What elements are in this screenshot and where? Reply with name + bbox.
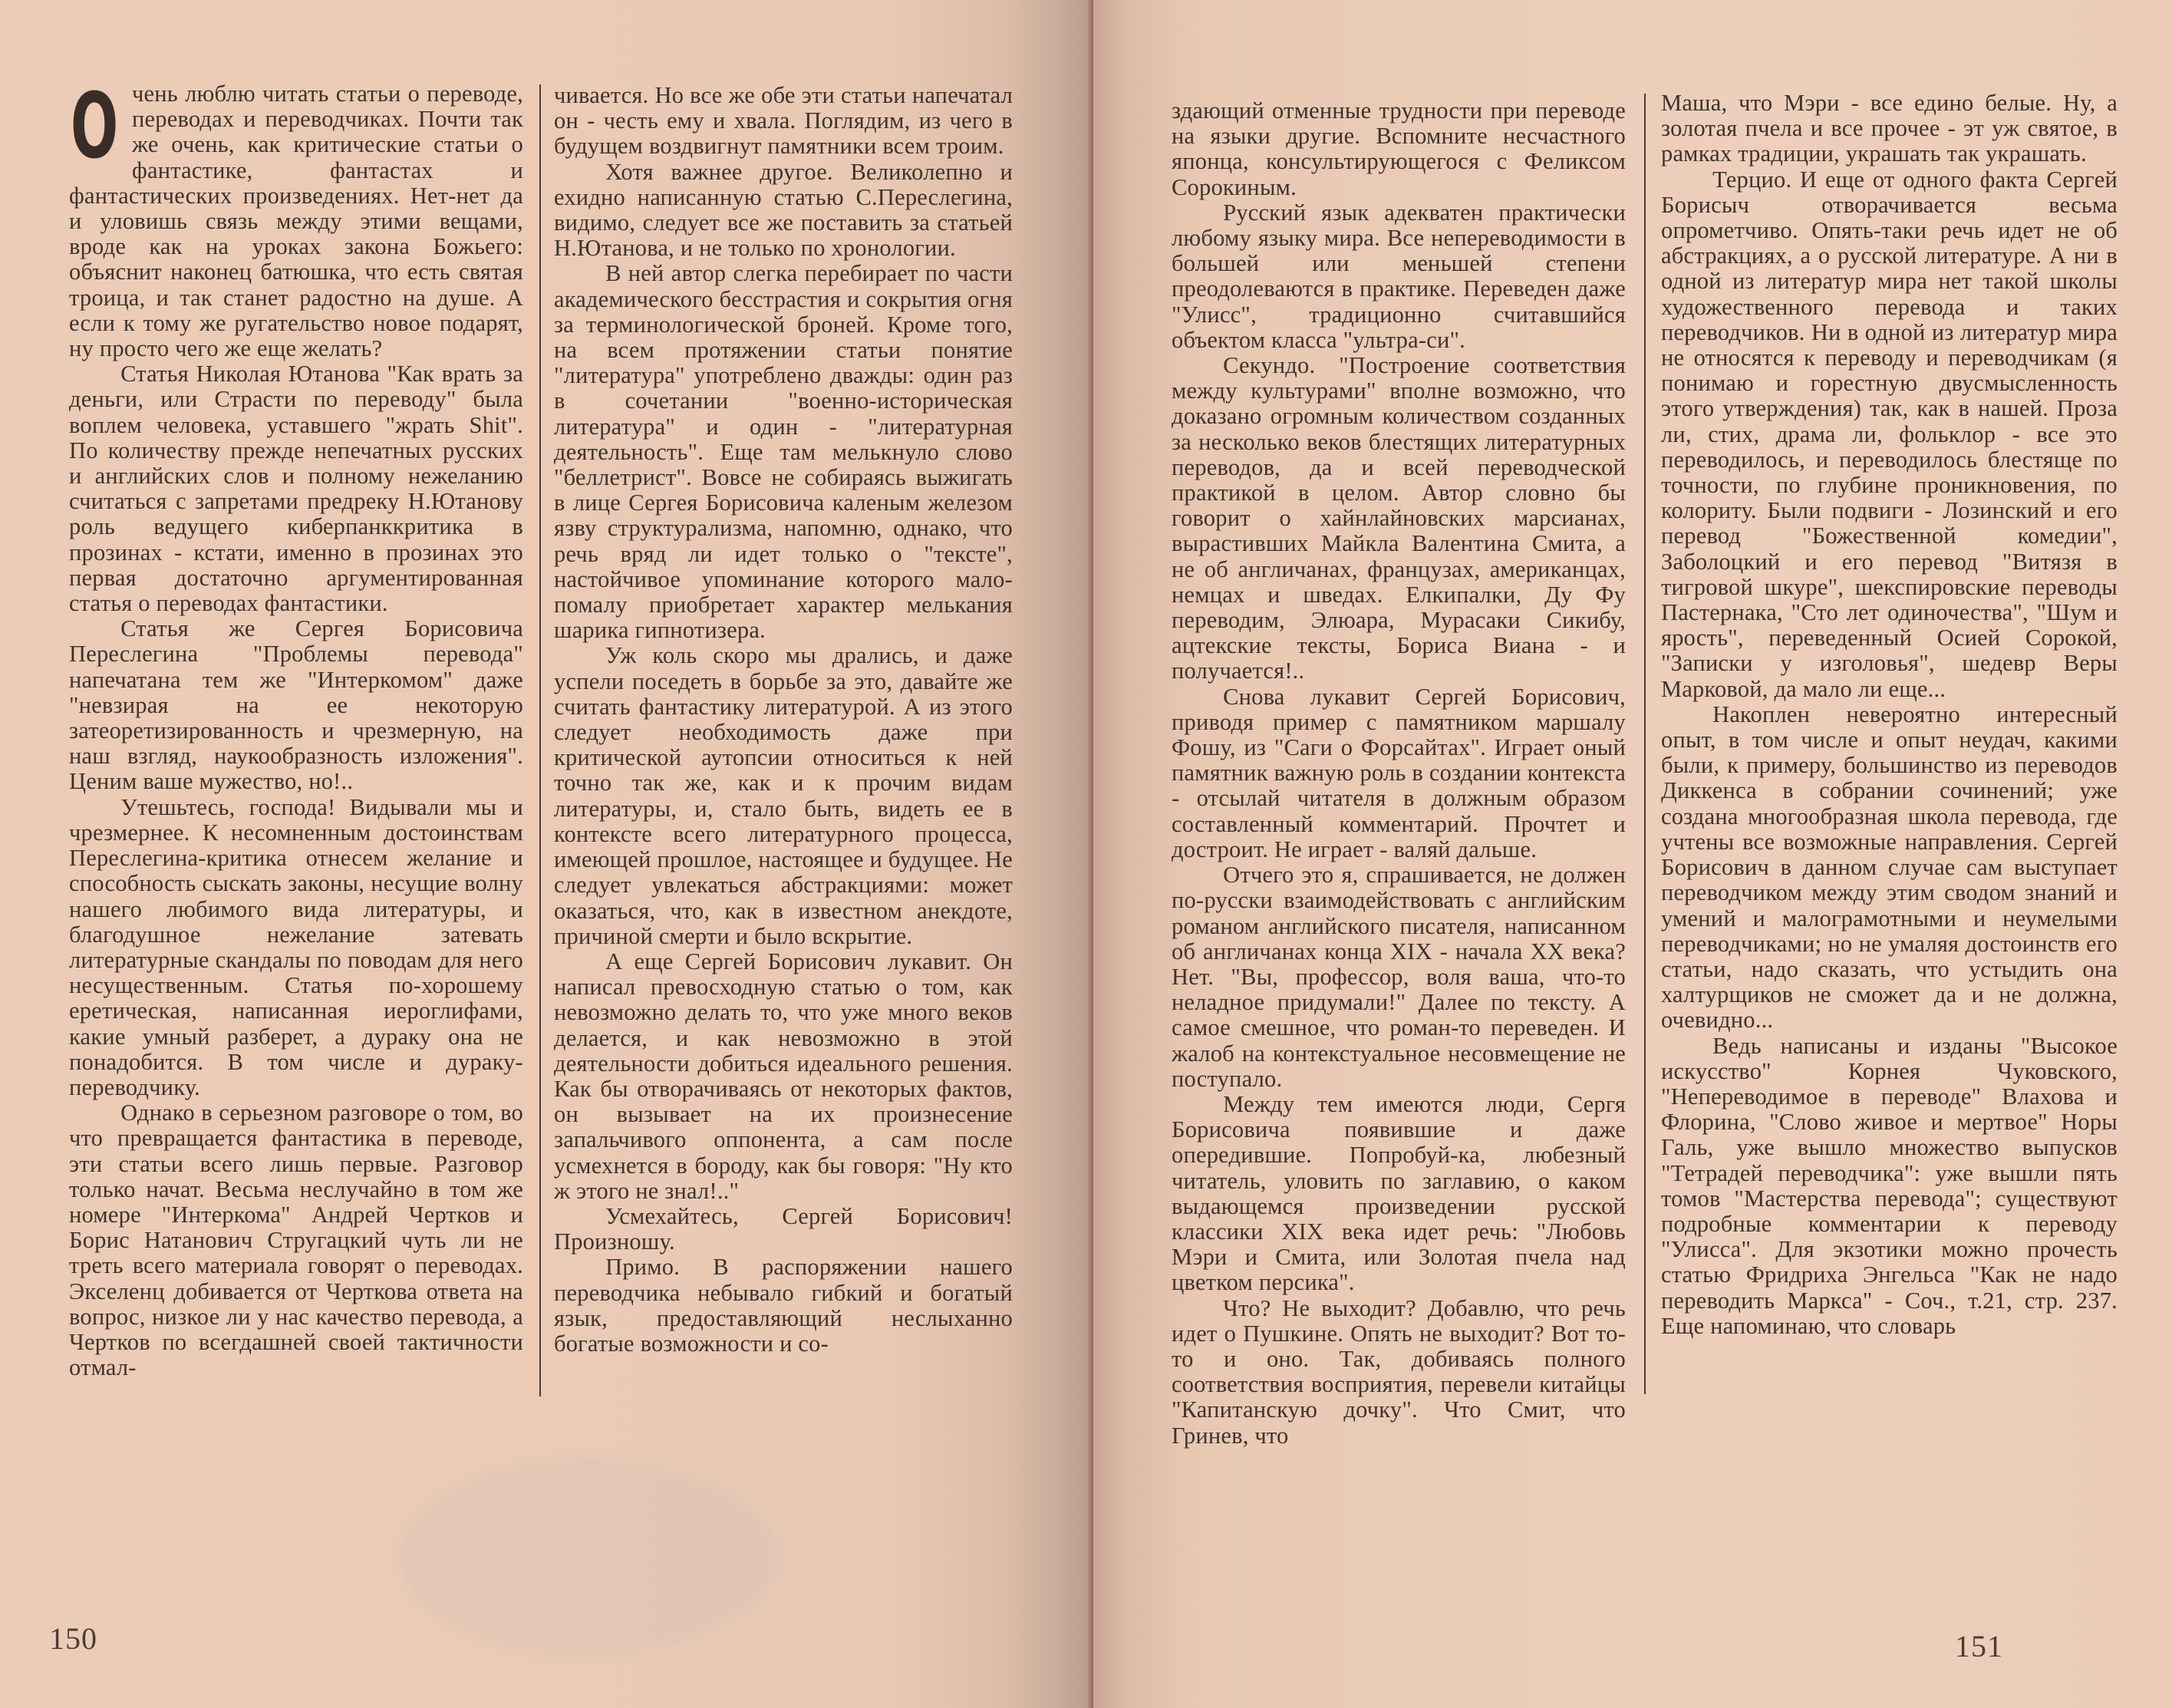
left-page-column-1 [69,73,523,1381]
page-number-left: 150 [49,1621,97,1656]
paragraph: Примо. В распоряжении нашего переводчика небывало гибкий и богатый язык, предоставляющий неслыханно богатые возможности и со- [554,1254,1013,1357]
paragraph: чивается. Но все же обе эти статьи напечатал он - честь ему и хвала. Поглядим, из чего в будущем воздвигнут памятники всем троим. [554,82,1013,160]
paragraph: здающий отменные трудности при переводе на языки другие. Вспомните несчастного японца, консультирующегося с Феликсом Сорокиным. [1172,97,1626,200]
column-divider [1644,94,1646,1394]
paragraph: Статья же Сергея Борисовича Переслегина "Проблемы перевода" напечатана тем же "Интеркомом" даже "невзирая на ее некоторую затеоретизированность и чрезмерную, на наш взгляд, наукообразность изложения". Ценим ваше мужество, но!.. [69,615,523,795]
paragraph: Между тем имеются люди, Сергя Борисовича появившие и даже опередившие. Попробуй-ка, любезный читатель, уловить по заглавию, о каком выдающемся произведении русской классики XIX века идет речь: "Любовь Мэри и Смита, или Золотая пчела над цветком персика". [1172,1090,1626,1296]
show-through-stain [399,1458,783,1657]
paragraph: Статья Николая Ютанова "Как врать за деньги, или Страсти по переводу" была воплем человека, уставшего "жрать Shit". По количеству прежде непечатных русских и английских слов и полному нежеланию считаться с запретами предреку Н.Ютанову роль ведущего киберпанккритика в прозинах - кстати, именно в прозинах это первая достаточно аргументированная статья о переводах фантастики. [69,361,523,617]
paragraph-text: чень люблю читать статьи о переводе, переводах и переводчиках. Почти так же очень, как критические статьи о фантастике, фантастах и фантастических произведениях. Нет-нет да и уловишь связь между этими вещами, вроде как на уроках закона Божьего: объяснит наконец батюшка, что есть святая троица, и так станет радостно на душе. А если к тому же ругательство новое подарят, ну просто чего же еще желать? [69,81,523,362]
paragraph: Секундо. "Построение соответствия между культурами" вполне возможно, что доказано огромным количеством созданных за несколько веков блестящих литературных переводов, да и всей переводческой практикой в целом. Автор словно бы говорит о хайнлайновских марсианах, вырастивших Майкла Валентина Смита, а не об англичанах, французах, американцах, немцах и шведах. Елкипалки, Ду Фу переводим, Элюара, Мурасаки Сикибу, ацтекские тексты, Бориса Виана - и получается!.. [1172,352,1626,684]
right-page [1093,0,2172,1708]
left-page-column-2 [554,83,1013,1357]
column-divider [539,84,541,1396]
paragraph: Что? Не выходит? Добавлю, что речь идет о Пушкине. Опять не выходит? Вот то-то и оно. Так, добиваясь полного соответствия восприятия, перевели китайцы "Капитанскую дочку". Что Смит, что Гринев, что [1172,1294,1626,1449]
paragraph: Маша, что Мэри - все едино белые. Ну, а золотая пчела и все прочее - эт уж святое, в рамках традиции, украшать так украшать. [1661,90,2118,167]
paragraph: Ведь написаны и изданы "Высокое искусство" Корнея Чуковского, "Непереводимое в переводе" Влахова и Флорина, "Слово живое и мертвое" Норы Галь, уже вышло множество выпусков "Тетрадей переводчика": уже вышли пять томов "Мастерства перевода"; существуют подробные комментарии к переводу "Улисса". Для экзотики можно прочесть статью Фридриха Энгельса "Как не надо переводить Маркса" - Соч., т.21, стр. 237. Еще напоминаю, что словарь [1661,1032,2118,1339]
right-page-column-1 [1172,98,1626,1449]
page-number-right: 151 [1955,1629,2003,1663]
paragraph: Хотя важнее другое. Великолепно и ехидно написанную статью С.Переслегина, видимо, следует все же поставить за статьей Н.Ютанова, и не только по хронологии. [554,158,1013,262]
paragraph: А еще Сергей Борисович лукавит. Он написал превосходную статью о том, как невозможно делать то, что уже много веков делается, и как невозможно в этой деятельности добиться идеального решения. Как бы отворачиваясь от некоторых фактов, он вызывает на их произнесение запальчивого оппонента, а сам после усмехнется в бороду, как бы говоря: "Ну кто ж этого не знал!.." [554,948,1013,1204]
paragraph: Снова лукавит Сергей Борисович, приводя пример с памятником маршалу Фошу, из "Саги о Форсайтах". Играет оный памятник важную роль в создании контекста - отсылай читателя в должным образом составленный комментарий. Прочтет и достроит. Не играет - валяй дальше. [1172,683,1626,862]
right-page-column-2 [1661,91,2118,1339]
paragraph: Терцио. И еще от одного факта Сергей Борисыч отворачивается весьма опрометчиво. Опять-таки речь идет не об абстракциях, а о русской литературе. А ни в одной из литератур мира нет такой школы художественного перевода и таких переводчиков. Ни в одной из литератур мира не относятся к переводу и переводчикам (я понимаю и горестную двусмысленность этого утверждения) так, как в нашей. Проза ли, стих, драма ли, фольклор - все это переводилось, и переводилось блестяще по точности, по глубине проникновения, по колориту. Были подвиги - Лозинский и его перевод "Божественной комедии", Заболоцкий и его перевод "Витязя в тигровой шкуре", шекспировские переводы Пастернака, "Сто лет одиночества", "Шум и ярость", переведенный Осией Сорокой, "Записки у изголовья", шедевр Веры Марковой, да мало ли еще... [1661,166,2118,702]
paragraph: В ней автор слегка перебирает по части академического бесстрастия и сокрытия огня за терминологической броней. Кроме того, на всем протяжении статьи понятие "литература" употреблено дважды: один раз в сочетании "военно-историческая литература" и один - "литературная деятельность". Еще там мелькнуло слово "беллетрист". Вовсе не собираясь выжигать в лице Сергея Борисовича каленым железом язву структурализма, напомню, однако, что речь вряд ли идет только о "тексте", настойчивое упоминание которого мало-помалу приобретает характер мелькания шарика гипнотизера. [554,260,1013,644]
drop-cap: О [71,73,119,179]
paragraph: Русский язык адекватен практически любому языку мира. Все непереводимости в большей или меньшей степени преодолеваются в практике. Переведен даже "Улисс", традиционно считавшийся объектом класса "ультра-си". [1172,199,1626,353]
paragraph: Однако в серьезном разговоре о том, во что превращается фантастика в переводе, эти статьи всего лишь первые. Разговор только начат. Весьма неслучайно в том же номере "Интеркома" Андрей Чертков и Борис Натанович Стругацкий чуть ли не треть всего материала говорят о переводах. Экселенц добивается от Черткова ответа на вопрос, низкое ли у нас качество перевода, а Чертков по всегдашней своей тактичности отмал- [69,1100,523,1381]
paragraph: Усмехайтесь, Сергей Борисович! Произношу. [554,1202,1013,1255]
paragraph: Утешьтесь, господа! Видывали мы и чрезмернее. К несомненным достоинствам Переслегина-критика отнесем желание и способность сыскать законы, несущие волну нашего любимого вида литературы, и благодушное нежелание затевать литературные скандалы по поводам для него несущественным. Статья по-хорошему еретическая, написанная иероглифами, какие умный разберет, а дураку она не понадобится. В том числе и дураку-переводчику. [69,793,523,1100]
paragraph: Уж коль скоро мы дрались, и даже успели поседеть в борьбе за это, давайте же считать фантастику литературой. А из этого следует необходимость даже при критической аутопсии относиться к ней точно так же, как и к прочим видам литературы, и, стало быть, видеть ее в контексте всего литературного процесса, имеющей прошлое, настоящее и будущее. Не следует увлекаться абстракциями: может оказаться, что, как в известном анекдоте, причиной смерти и было вскрытие. [554,642,1013,949]
paragraph: Отчего это я, спрашивается, не должен по-русски взаимодействовать с английским романом английского писателя, написанном об англичанах конца XIX - начала XX века? Нет. "Вы, профессор, воля ваша, что-то неладное придумали!" Далее по тексту. А самое смешное, что роман-то переведен. И жалоб на контекстуальное несовмещение не поступало. [1172,862,1626,1092]
paragraph: Накоплен невероятно интересный опыт, в том числе и опыт неудач, какими были, к примеру, большинство из переводов Диккенса в собрании сочинений; уже создана многообразная школа перевода, где учтены все возможные направления. Сергей Борисович в данном случае сам выступает переводчиком между этим сводом знаний и умений и малограмотными и неумелыми переводчиками; но не умаляя достоинств его статьи, надо сказать, что устыдить она халтурщиков не сможет да и не должна, очевидно... [1661,701,2118,1034]
paragraph [69,73,523,362]
